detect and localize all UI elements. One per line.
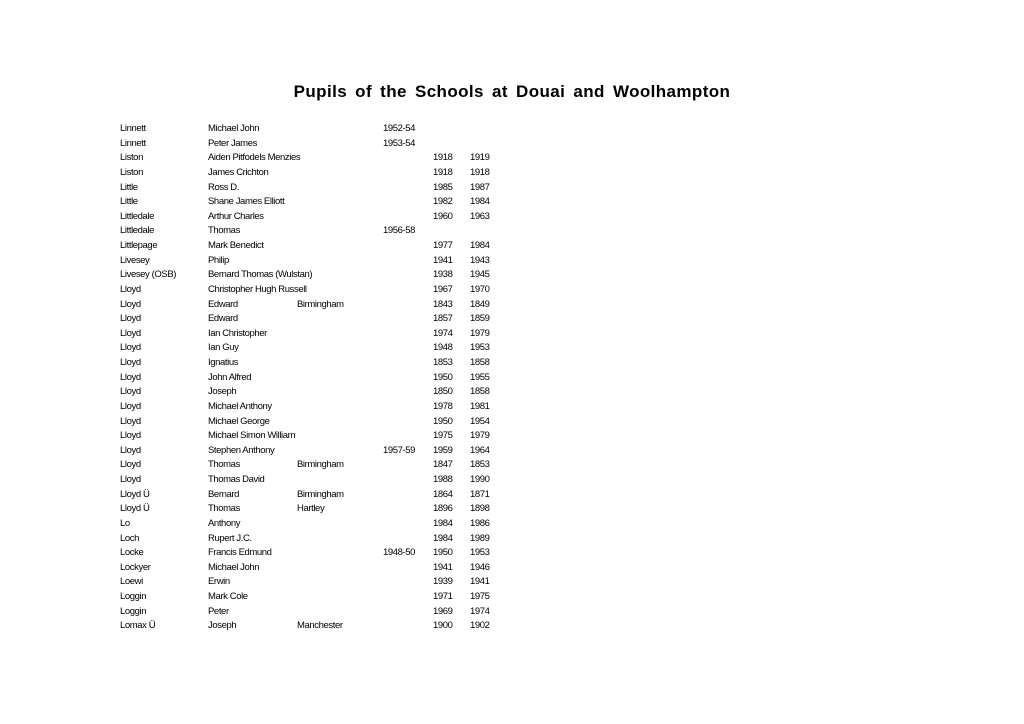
given-names-cell: Philip	[208, 254, 229, 266]
entry-year-cell: 1969	[433, 605, 453, 617]
given-names-cell: Ian Christopher	[208, 327, 267, 339]
entry-year-cell: 1847	[433, 459, 453, 471]
given-names-cell: Michael Anthony	[208, 400, 272, 412]
prep-years-cell: 1948-50	[383, 547, 416, 559]
given-names-cell: Ignatius	[208, 357, 239, 368]
surname-cell: Lloyd	[120, 444, 141, 456]
leaving-year-cell: 1858	[470, 357, 490, 368]
place-cell: Birmingham	[297, 298, 344, 310]
entry-year-cell: 1938	[433, 269, 453, 281]
given-names-cell: Erwin	[208, 576, 230, 588]
given-names-cell: Mark Cole	[208, 591, 248, 602]
surname-cell: Lloyd	[120, 474, 141, 485]
surname-cell: Lomax Ü	[120, 620, 156, 632]
surname-cell: Littlepage	[120, 240, 158, 251]
surname-cell: Lloyd	[120, 342, 141, 354]
entry-year-cell: 1960	[433, 210, 453, 222]
given-names-cell: Anthony	[208, 517, 241, 529]
entry-year-cell: 1959	[433, 444, 453, 456]
entry-year-cell: 1896	[433, 503, 453, 515]
leaving-year-cell: 1945	[470, 269, 490, 281]
surname-cell: Locke	[120, 547, 144, 559]
prep-years-cell: 1953-54	[383, 137, 416, 149]
surname-cell: Little	[120, 196, 138, 208]
surname-cell: Lloyd	[120, 371, 141, 383]
given-names-cell: Shane James Elliott	[208, 196, 285, 208]
surname-cell: Lloyd	[120, 400, 141, 412]
entry-year-cell: 1971	[433, 591, 453, 602]
surname-cell: Lockyer	[120, 561, 151, 573]
surname-cell: Lloyd	[120, 430, 141, 442]
entry-year-cell: 1939	[433, 576, 453, 588]
page-title: Pupils of the Schools at Douai and Woolhampton	[293, 82, 731, 101]
entry-year-cell: 1984	[433, 532, 453, 544]
leaving-year-cell: 1953	[470, 342, 490, 354]
leaving-year-cell: 1953	[470, 547, 490, 559]
given-names-cell: John Alfred	[208, 371, 252, 383]
given-names-cell: Ian Guy	[208, 342, 239, 354]
given-names-cell: Arthur Charles	[208, 210, 264, 222]
entry-year-cell: 1975	[433, 430, 453, 442]
surname-cell: Lloyd Ü	[120, 488, 150, 500]
entry-year-cell: 1977	[433, 240, 453, 251]
surname-cell: Loewi	[120, 576, 143, 588]
given-names-cell: Thomas	[208, 225, 240, 237]
given-names-cell: Christopher Hugh Russell	[208, 283, 307, 295]
given-names-cell: Aiden Pitfodels Menzies	[208, 152, 301, 164]
leaving-year-cell: 1943	[470, 254, 490, 266]
entry-year-cell: 1864	[433, 488, 453, 500]
given-names-cell: Bernard	[208, 488, 239, 500]
leaving-year-cell: 1849	[470, 298, 490, 310]
surname-cell: Liston	[120, 166, 143, 178]
given-names-cell: Edward	[208, 313, 238, 325]
given-names-cell: Thomas David	[208, 474, 265, 485]
entry-year-cell: 1918	[433, 166, 453, 178]
entry-year-cell: 1948	[433, 342, 453, 354]
given-names-cell: Thomas	[208, 459, 240, 471]
leaving-year-cell: 1964	[470, 444, 490, 456]
leaving-year-cell: 1919	[470, 152, 490, 164]
prep-years-cell: 1952-54	[383, 123, 416, 134]
surname-cell: Liston	[120, 152, 143, 164]
surname-cell: Lo	[120, 517, 130, 529]
surname-cell: Linnett	[120, 123, 146, 134]
surname-cell: Loggin	[120, 605, 147, 617]
leaving-year-cell: 1975	[470, 591, 490, 602]
given-names-cell: James Crichton	[208, 166, 269, 178]
leaving-year-cell: 1970	[470, 283, 490, 295]
entry-year-cell: 1843	[433, 298, 453, 310]
surname-cell: Linnett	[120, 137, 146, 149]
entry-year-cell: 1850	[433, 386, 453, 398]
surname-cell: Lloyd Ü	[120, 503, 150, 515]
given-names-cell: Rupert J.C.	[208, 532, 252, 544]
entry-year-cell: 1984	[433, 517, 453, 529]
leaving-year-cell: 1898	[470, 503, 490, 515]
given-names-cell: Francis Edmund	[208, 547, 272, 559]
leaving-year-cell: 1984	[470, 240, 490, 251]
entry-year-cell: 1950	[433, 415, 453, 427]
surname-cell: Little	[120, 181, 138, 193]
entry-year-cell: 1857	[433, 313, 453, 325]
surname-cell: Loch	[120, 532, 140, 544]
entry-year-cell: 1950	[433, 547, 453, 559]
leaving-year-cell: 1986	[470, 517, 490, 529]
leaving-year-cell: 1979	[470, 327, 490, 339]
prep-years-cell: 1957-59	[383, 444, 416, 456]
surname-cell: Lloyd	[120, 459, 141, 471]
leaving-year-cell: 1918	[470, 166, 490, 178]
entry-year-cell: 1918	[433, 152, 453, 164]
given-names-cell: Edward	[208, 298, 238, 310]
surname-cell: Lloyd	[120, 313, 141, 325]
place-cell: Birmingham	[297, 488, 344, 500]
entry-year-cell: 1900	[433, 620, 453, 632]
leaving-year-cell: 1871	[470, 488, 490, 500]
leaving-year-cell: 1858	[470, 386, 490, 398]
leaving-year-cell: 1984	[470, 196, 490, 208]
leaving-year-cell: 1853	[470, 459, 490, 471]
surname-cell: Livesey (OSB)	[120, 269, 177, 281]
given-names-cell: Mark Benedict	[208, 240, 264, 251]
leaving-year-cell: 1954	[470, 415, 490, 427]
given-names-cell: Peter	[208, 605, 229, 617]
given-names-cell: Joseph	[208, 386, 237, 398]
given-names-cell: Peter James	[208, 137, 257, 149]
entry-year-cell: 1988	[433, 474, 453, 485]
leaving-year-cell: 1902	[470, 620, 490, 632]
surname-cell: Lloyd	[120, 327, 141, 339]
leaving-year-cell: 1990	[470, 474, 490, 485]
entry-year-cell: 1985	[433, 181, 453, 193]
given-names-cell: Ross D.	[208, 181, 239, 193]
given-names-cell: Michael Simon William	[208, 430, 296, 442]
surname-cell: Lloyd	[120, 357, 141, 368]
surname-cell: Lloyd	[120, 283, 141, 295]
given-names-cell: Michael George	[208, 415, 270, 427]
surname-cell: Loggin	[120, 591, 147, 602]
prep-years-cell: 1956-58	[383, 225, 416, 237]
surname-cell: Lloyd	[120, 415, 141, 427]
given-names-cell: Stephen Anthony	[208, 444, 275, 456]
leaving-year-cell: 1974	[470, 605, 490, 617]
entry-year-cell: 1982	[433, 196, 453, 208]
entry-year-cell: 1974	[433, 327, 453, 339]
entry-year-cell: 1950	[433, 371, 453, 383]
place-cell: Birmingham	[297, 459, 344, 471]
leaving-year-cell: 1963	[470, 210, 490, 222]
surname-cell: Livesey	[120, 254, 150, 266]
surname-cell: Littledale	[120, 210, 155, 222]
given-names-cell: Thomas	[208, 503, 240, 515]
given-names-cell: Bernard Thomas (Wulstan)	[208, 269, 313, 281]
leaving-year-cell: 1989	[470, 532, 490, 544]
entry-year-cell: 1978	[433, 400, 453, 412]
entry-year-cell: 1853	[433, 357, 453, 368]
place-cell: Hartley	[297, 503, 325, 515]
leaving-year-cell: 1979	[470, 430, 490, 442]
leaving-year-cell: 1941	[470, 576, 490, 588]
surname-cell: Lloyd	[120, 298, 141, 310]
surname-cell: Littledale	[120, 225, 155, 237]
entry-year-cell: 1967	[433, 283, 453, 295]
leaving-year-cell: 1987	[470, 181, 490, 193]
entry-year-cell: 1941	[433, 254, 453, 266]
given-names-cell: Michael John	[208, 561, 260, 573]
place-cell: Manchester	[297, 620, 343, 632]
leaving-year-cell: 1955	[470, 371, 490, 383]
surname-cell: Lloyd	[120, 386, 141, 398]
given-names-cell: Michael John	[208, 123, 260, 134]
entry-year-cell: 1941	[433, 561, 453, 573]
leaving-year-cell: 1859	[470, 313, 490, 325]
leaving-year-cell: 1981	[470, 400, 490, 412]
leaving-year-cell: 1946	[470, 561, 490, 573]
given-names-cell: Joseph	[208, 620, 237, 632]
